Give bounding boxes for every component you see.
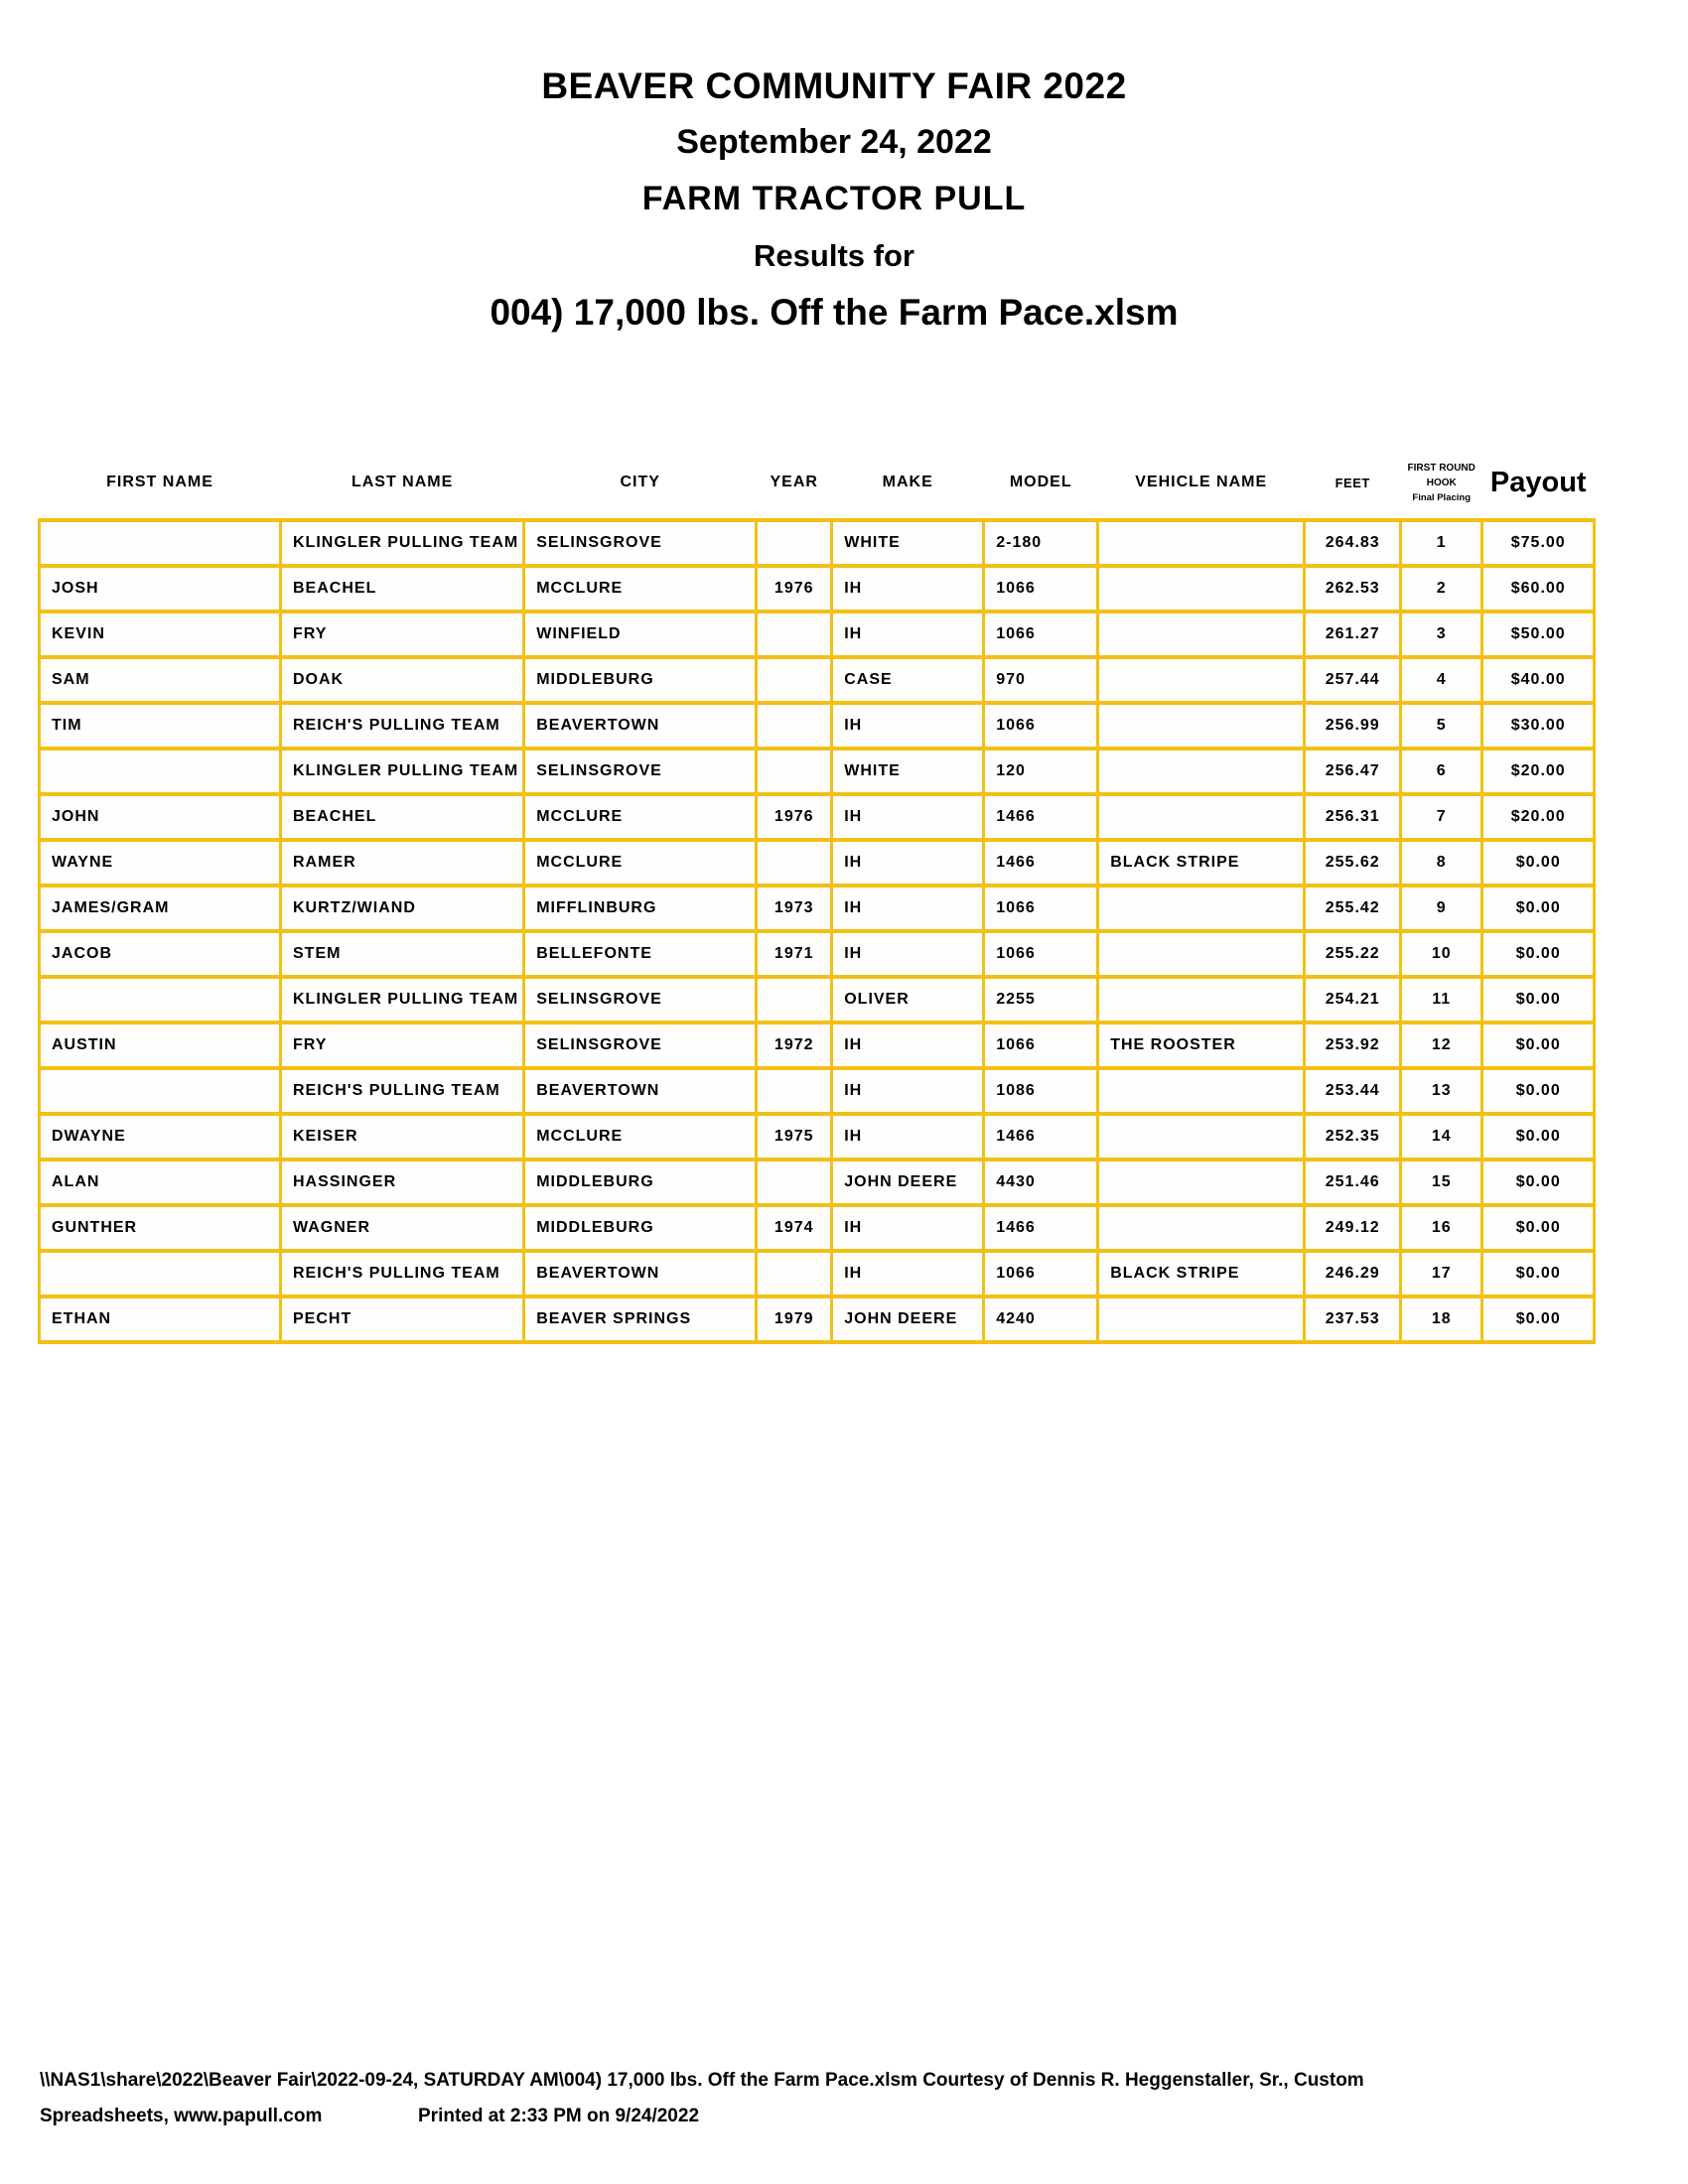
- cell-vehicle-name: [1098, 1160, 1305, 1205]
- cell-payout: $0.00: [1482, 1160, 1595, 1205]
- cell-year: [757, 749, 832, 794]
- cell-final-placing: 15: [1401, 1160, 1482, 1205]
- cell-feet: 237.53: [1305, 1297, 1401, 1342]
- cell-vehicle-name: [1098, 931, 1305, 977]
- cell-first-name: [40, 749, 281, 794]
- cell-final-placing: 2: [1401, 566, 1482, 612]
- cell-last-name: KLINGLER PULLING TEAM: [281, 520, 524, 566]
- cell-last-name: BEACHEL: [281, 566, 524, 612]
- cell-final-placing: 11: [1401, 977, 1482, 1023]
- col-header-model: MODEL: [1009, 474, 1072, 490]
- cell-last-name: STEM: [281, 931, 524, 977]
- cell-final-placing: 5: [1401, 703, 1482, 749]
- cell-vehicle-name: [1098, 703, 1305, 749]
- cell-make: IH: [832, 1068, 984, 1114]
- cell-city: BELLEFONTE: [524, 931, 757, 977]
- cell-vehicle-name: [1098, 1205, 1305, 1251]
- cell-payout: $0.00: [1482, 886, 1595, 931]
- cell-city: SELINSGROVE: [524, 520, 757, 566]
- cell-last-name: KURTZ/WIAND: [281, 886, 524, 931]
- cell-make: IH: [832, 794, 984, 840]
- cell-year: 1975: [757, 1114, 832, 1160]
- cell-first-name: JACOB: [40, 931, 281, 977]
- cell-last-name: REICH'S PULLING TEAM: [281, 703, 524, 749]
- cell-year: [757, 1251, 832, 1297]
- cell-payout: $0.00: [1482, 1205, 1595, 1251]
- cell-final-placing: 13: [1401, 1068, 1482, 1114]
- cell-first-name: AUSTIN: [40, 1023, 281, 1068]
- col-header-last-name: LAST NAME: [351, 474, 454, 490]
- cell-year: [757, 840, 832, 886]
- cell-final-placing: 17: [1401, 1251, 1482, 1297]
- cell-city: MCCLURE: [524, 566, 757, 612]
- cell-first-name: JOHN: [40, 794, 281, 840]
- col-header-make: MAKE: [882, 474, 933, 490]
- cell-city: MIDDLEBURG: [524, 657, 757, 703]
- col-header-payout: Payout: [1489, 466, 1587, 498]
- cell-first-name: SAM: [40, 657, 281, 703]
- cell-make: IH: [832, 931, 984, 977]
- table-header-row: [40, 447, 1595, 520]
- document-header: [0, 58, 1668, 341]
- cell-final-placing: 14: [1401, 1114, 1482, 1160]
- cell-model: 970: [984, 657, 1098, 703]
- cell-city: MCCLURE: [524, 840, 757, 886]
- cell-payout: $0.00: [1482, 1068, 1595, 1114]
- cell-vehicle-name: [1098, 886, 1305, 931]
- cell-vehicle-name: [1098, 1068, 1305, 1114]
- table-row: [40, 931, 1595, 977]
- cell-payout: $0.00: [1482, 1023, 1595, 1068]
- cell-first-name: TIM: [40, 703, 281, 749]
- cell-first-name: JAMES/GRAM: [40, 886, 281, 931]
- cell-model: 2255: [984, 977, 1098, 1023]
- cell-last-name: WAGNER: [281, 1205, 524, 1251]
- cell-year: [757, 520, 832, 566]
- cell-final-placing: 3: [1401, 612, 1482, 657]
- cell-final-placing: 12: [1401, 1023, 1482, 1068]
- cell-last-name: PECHT: [281, 1297, 524, 1342]
- cell-make: JOHN DEERE: [832, 1297, 984, 1342]
- cell-city: BEAVERTOWN: [524, 703, 757, 749]
- cell-make: JOHN DEERE: [832, 1160, 984, 1205]
- cell-vehicle-name: [1098, 1297, 1305, 1342]
- footer-printed-timestamp: Printed at 2:33 PM on 9/24/2022: [418, 2106, 700, 2126]
- cell-vehicle-name: [1098, 977, 1305, 1023]
- cell-last-name: REICH'S PULLING TEAM: [281, 1068, 524, 1114]
- table-row: [40, 1160, 1595, 1205]
- cell-model: 2-180: [984, 520, 1098, 566]
- cell-make: IH: [832, 1205, 984, 1251]
- cell-make: CASE: [832, 657, 984, 703]
- cell-feet: 255.62: [1305, 840, 1401, 886]
- cell-vehicle-name: [1098, 657, 1305, 703]
- cell-model: 1066: [984, 1251, 1098, 1297]
- cell-vehicle-name: [1098, 749, 1305, 794]
- cell-first-name: [40, 520, 281, 566]
- cell-final-placing: 9: [1401, 886, 1482, 931]
- table-row: [40, 1205, 1595, 1251]
- hook-header-line3: Final Placing: [1412, 491, 1472, 503]
- table-row: [40, 1023, 1595, 1068]
- cell-final-placing: 10: [1401, 931, 1482, 977]
- cell-first-name: [40, 1251, 281, 1297]
- cell-feet: 256.31: [1305, 794, 1401, 840]
- cell-final-placing: 4: [1401, 657, 1482, 703]
- cell-city: MCCLURE: [524, 794, 757, 840]
- cell-make: IH: [832, 840, 984, 886]
- results-table: [38, 447, 1596, 1344]
- col-header-first-name: FIRST NAME: [106, 474, 213, 490]
- cell-city: MIFFLINBURG: [524, 886, 757, 931]
- col-header-feet: FEET: [1335, 475, 1370, 490]
- cell-vehicle-name: [1098, 612, 1305, 657]
- cell-year: [757, 1068, 832, 1114]
- cell-last-name: KEISER: [281, 1114, 524, 1160]
- table-row: [40, 520, 1595, 566]
- table-row: [40, 612, 1595, 657]
- cell-payout: $75.00: [1482, 520, 1595, 566]
- cell-feet: 255.42: [1305, 886, 1401, 931]
- cell-city: SELINSGROVE: [524, 1023, 757, 1068]
- class-file-title: 004) 17,000 lbs. Off the Farm Pace.xlsm: [490, 292, 1179, 333]
- cell-model: 1466: [984, 794, 1098, 840]
- cell-model: 1066: [984, 886, 1098, 931]
- cell-year: 1971: [757, 931, 832, 977]
- cell-model: 1466: [984, 840, 1098, 886]
- cell-vehicle-name: [1098, 566, 1305, 612]
- cell-feet: 256.99: [1305, 703, 1401, 749]
- cell-feet: 262.53: [1305, 566, 1401, 612]
- cell-first-name: WAYNE: [40, 840, 281, 886]
- footer-file-path-line: \\NAS1\share\2022\Beaver Fair\2022-09-24, SATURDAY AM\004) 17,000 lbs. Off the Farm Pace.xlsm Courtesy of Dennis R. Heggenstaller, Sr., Custom: [40, 2070, 1364, 2091]
- cell-make: WHITE: [832, 520, 984, 566]
- table-row: [40, 657, 1595, 703]
- hook-header-line2: HOOK: [1426, 477, 1457, 488]
- table-row: [40, 703, 1595, 749]
- cell-last-name: KLINGLER PULLING TEAM: [281, 977, 524, 1023]
- cell-city: BEAVERTOWN: [524, 1251, 757, 1297]
- cell-final-placing: 1: [1401, 520, 1482, 566]
- cell-feet: 251.46: [1305, 1160, 1401, 1205]
- cell-year: [757, 977, 832, 1023]
- cell-model: 1066: [984, 703, 1098, 749]
- cell-payout: $0.00: [1482, 977, 1595, 1023]
- cell-feet: 249.12: [1305, 1205, 1401, 1251]
- cell-year: [757, 612, 832, 657]
- fair-title: BEAVER COMMUNITY FAIR 2022: [541, 66, 1127, 106]
- cell-payout: $30.00: [1482, 703, 1595, 749]
- cell-year: [757, 703, 832, 749]
- cell-model: 1066: [984, 1023, 1098, 1068]
- table-row: [40, 1114, 1595, 1160]
- cell-first-name: [40, 1068, 281, 1114]
- cell-year: 1976: [757, 566, 832, 612]
- table-row: [40, 1297, 1595, 1342]
- cell-feet: 254.21: [1305, 977, 1401, 1023]
- table-row: [40, 566, 1595, 612]
- cell-first-name: GUNTHER: [40, 1205, 281, 1251]
- cell-feet: 261.27: [1305, 612, 1401, 657]
- cell-make: IH: [832, 566, 984, 612]
- cell-vehicle-name: BLACK STRIPE: [1098, 840, 1305, 886]
- cell-final-placing: 6: [1401, 749, 1482, 794]
- cell-payout: $0.00: [1482, 1114, 1595, 1160]
- cell-make: WHITE: [832, 749, 984, 794]
- cell-year: 1972: [757, 1023, 832, 1068]
- cell-payout: $40.00: [1482, 657, 1595, 703]
- cell-first-name: ALAN: [40, 1160, 281, 1205]
- cell-last-name: BEACHEL: [281, 794, 524, 840]
- cell-final-placing: 16: [1401, 1205, 1482, 1251]
- cell-feet: 257.44: [1305, 657, 1401, 703]
- cell-model: 1466: [984, 1205, 1098, 1251]
- cell-model: 4240: [984, 1297, 1098, 1342]
- cell-last-name: HASSINGER: [281, 1160, 524, 1205]
- cell-make: IH: [832, 1251, 984, 1297]
- cell-payout: $60.00: [1482, 566, 1595, 612]
- cell-year: 1979: [757, 1297, 832, 1342]
- cell-final-placing: 7: [1401, 794, 1482, 840]
- cell-feet: 255.22: [1305, 931, 1401, 977]
- cell-make: IH: [832, 886, 984, 931]
- cell-model: 1086: [984, 1068, 1098, 1114]
- table-row: [40, 1251, 1595, 1297]
- cell-feet: 256.47: [1305, 749, 1401, 794]
- cell-first-name: ETHAN: [40, 1297, 281, 1342]
- cell-first-name: JOSH: [40, 566, 281, 612]
- table-row: [40, 886, 1595, 931]
- cell-make: IH: [832, 612, 984, 657]
- cell-last-name: REICH'S PULLING TEAM: [281, 1251, 524, 1297]
- cell-last-name: RAMER: [281, 840, 524, 886]
- cell-city: MIDDLEBURG: [524, 1205, 757, 1251]
- cell-first-name: DWAYNE: [40, 1114, 281, 1160]
- cell-city: WINFIELD: [524, 612, 757, 657]
- cell-feet: 252.35: [1305, 1114, 1401, 1160]
- col-header-city: CITY: [620, 474, 660, 490]
- cell-payout: $0.00: [1482, 840, 1595, 886]
- cell-vehicle-name: [1098, 1114, 1305, 1160]
- cell-year: 1974: [757, 1205, 832, 1251]
- table-row: [40, 977, 1595, 1023]
- cell-city: SELINSGROVE: [524, 977, 757, 1023]
- col-header-vehicle-name: VEHICLE NAME: [1135, 474, 1268, 490]
- cell-last-name: KLINGLER PULLING TEAM: [281, 749, 524, 794]
- cell-model: 120: [984, 749, 1098, 794]
- cell-city: BEAVER SPRINGS: [524, 1297, 757, 1342]
- table-row: [40, 749, 1595, 794]
- cell-city: SELINSGROVE: [524, 749, 757, 794]
- cell-year: [757, 657, 832, 703]
- cell-last-name: FRY: [281, 612, 524, 657]
- cell-last-name: FRY: [281, 1023, 524, 1068]
- footer-spreadsheets-text: Spreadsheets, www.papull.com: [40, 2106, 323, 2126]
- footer-second-line: [40, 2099, 1658, 2134]
- cell-feet: 253.92: [1305, 1023, 1401, 1068]
- event-name: FARM TRACTOR PULL: [641, 180, 1027, 217]
- cell-model: 1066: [984, 612, 1098, 657]
- table-row: [40, 840, 1595, 886]
- cell-first-name: [40, 977, 281, 1023]
- table-row: [40, 1068, 1595, 1114]
- cell-model: 1066: [984, 931, 1098, 977]
- table-row: [40, 794, 1595, 840]
- cell-make: OLIVER: [832, 977, 984, 1023]
- col-header-year: YEAR: [770, 474, 818, 490]
- cell-vehicle-name: BLACK STRIPE: [1098, 1251, 1305, 1297]
- cell-year: [757, 1160, 832, 1205]
- cell-payout: $20.00: [1482, 794, 1595, 840]
- cell-city: MCCLURE: [524, 1114, 757, 1160]
- cell-city: MIDDLEBURG: [524, 1160, 757, 1205]
- cell-final-placing: 8: [1401, 840, 1482, 886]
- cell-payout: $50.00: [1482, 612, 1595, 657]
- col-header-first-round-hook: [1401, 447, 1482, 520]
- cell-model: 4430: [984, 1160, 1098, 1205]
- cell-year: 1973: [757, 886, 832, 931]
- cell-final-placing: 18: [1401, 1297, 1482, 1342]
- cell-feet: 246.29: [1305, 1251, 1401, 1297]
- cell-payout: $0.00: [1482, 1297, 1595, 1342]
- event-date: September 24, 2022: [676, 123, 992, 161]
- cell-vehicle-name: [1098, 520, 1305, 566]
- cell-feet: 253.44: [1305, 1068, 1401, 1114]
- cell-model: 1466: [984, 1114, 1098, 1160]
- cell-make: IH: [832, 703, 984, 749]
- cell-city: BEAVERTOWN: [524, 1068, 757, 1114]
- cell-payout: $0.00: [1482, 931, 1595, 977]
- cell-year: 1976: [757, 794, 832, 840]
- results-for-label: Results for: [754, 238, 914, 273]
- cell-payout: $20.00: [1482, 749, 1595, 794]
- cell-vehicle-name: THE ROOSTER: [1098, 1023, 1305, 1068]
- cell-first-name: KEVIN: [40, 612, 281, 657]
- cell-make: IH: [832, 1114, 984, 1160]
- cell-payout: $0.00: [1482, 1251, 1595, 1297]
- document-footer: [40, 2063, 1658, 2134]
- cell-model: 1066: [984, 566, 1098, 612]
- hook-header-line1: FIRST ROUND: [1407, 462, 1476, 474]
- cell-feet: 264.83: [1305, 520, 1401, 566]
- cell-make: IH: [832, 1023, 984, 1068]
- cell-last-name: DOAK: [281, 657, 524, 703]
- cell-vehicle-name: [1098, 794, 1305, 840]
